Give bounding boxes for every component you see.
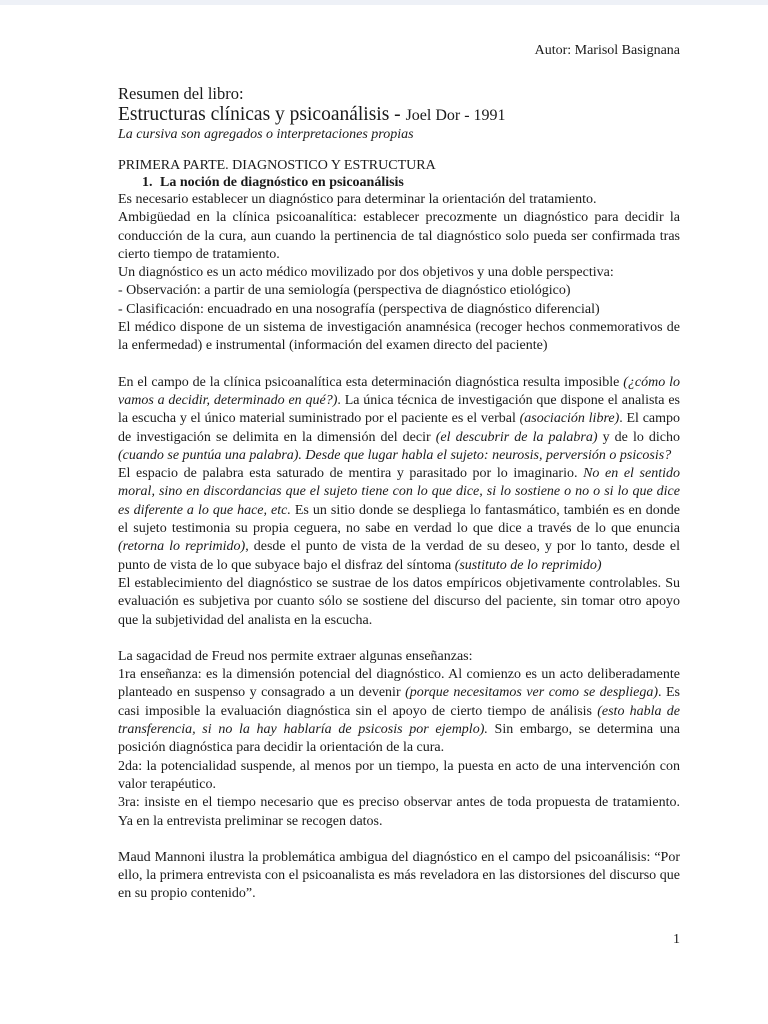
- paragraph: Un diagnóstico es un acto médico movilizado por dos objetivos y una doble perspectiva:: [118, 265, 614, 281]
- italic-annotation: (sustituto de lo reprimido): [454, 557, 602, 573]
- book-title: [118, 104, 506, 126]
- paragraph: La sagacidad de Freud nos permite extraer algunas enseñanzas:: [118, 648, 473, 664]
- page-number: 1: [673, 932, 680, 947]
- paragraph: El espacio de palabra esta saturado de mentira y parasitado por lo imaginario. No en el sentido moral, sino en discordancias que el sujeto tiene con lo que dice, si lo sostiene o no o si lo que dice es diferente a lo que hace, etc. Es un sitio donde se despliega lo fantasmático, también es en donde el sujeto testimonia su propia ceguera, no sabe en verdad lo que dice a través de lo que enuncia (retorna lo reprimido), desde el punto de vista de la verdad de su deseo, y por lo tanto, desde el punto de vista de lo que subyace bajo el disfraz del síntoma (sustituto de lo reprimido): [118, 466, 680, 573]
- italic-annotation: (el descubrir de la palabra): [435, 429, 598, 445]
- list-item: - Clasificación: encuadrado en una nosografía (perspectiva de diagnóstico diferencial): [118, 301, 600, 317]
- paragraph: El médico dispone de un sistema de investigación anamnésica (recoger hechos conmemorativos de la enfermedad) e instrumental (información del examen directo del paciente): [118, 320, 680, 354]
- italic-annotation: (¿cómo lo vamos a decidir, determinado en qué?): [118, 374, 680, 408]
- paragraph: 2da: la potencialidad suspende, al menos por un tiempo, la puesta en acto de una intervención con valor terapéutico.: [118, 758, 680, 792]
- top-border: [0, 0, 768, 5]
- book-title-main: Estructuras clínicas y psicoanálisis -: [118, 104, 406, 125]
- paragraph: Es necesario establecer un diagnóstico para determinar la orientación del tratamiento.: [118, 192, 597, 207]
- paragraph: 3ra: insiste en el tiempo necesario que es preciso observar antes de toda propuesta de tratamiento. Ya en la entrevista preliminar se recogen datos.: [118, 795, 680, 829]
- italic-annotation: (asociación libre): [519, 411, 620, 427]
- paragraph: Maud Mannoni ilustra la problemática ambigua del diagnóstico en el campo del psicoanálisis: “Por ello, la primera entrevista con el psicoanalista es más reveladora en las distorsiones del discurso que en su propio contenido”.: [118, 849, 680, 902]
- italic-note: La cursiva son agregados o interpretaciones propias: [118, 127, 414, 142]
- list-item: - Observación: a partir de una semiología (perspectiva de diagnóstico etiológico): [118, 283, 571, 299]
- document-body: [118, 191, 680, 904]
- summary-label: Resumen del libro:: [118, 84, 244, 103]
- paragraph: El establecimiento del diagnóstico se sustrae de los datos empíricos objetivamente controlables. Su evaluación es subjetiva por cuanto sólo se sostiene del discurso del paciente, sin tomar otro apoyo que la subjetividad del analista en la escucha.: [118, 575, 680, 628]
- paragraph: 1ra enseñanza: es la dimensión potencial del diagnóstico. Al comienzo es un acto deliberadamente planteado en suspenso y consagrado a un devenir (porque necesitamos ver como se despliega). Es casi imposible la evaluación diagnóstica sin el apoyo de cierto tiempo de análisis (esto habla de transferencia, si no la hay hablaría de psicosis por ejemplo). Sin embargo, se determina una posición diagnóstica para decidir la orientación de la cura.: [118, 667, 680, 756]
- part-heading: PRIMERA PARTE. DIAGNOSTICO Y ESTRUCTURA: [118, 158, 436, 173]
- paragraph: En el campo de la clínica psicoanalítica esta determinación diagnóstica resulta imposible (¿cómo lo vamos a decidir, determinado en qué?). La única técnica de investigación que dispone el analista es la escucha y el único material suministrado por el paciente es el verbal (asociación libre). El campo de investigación se delimita en la dimensión del decir (el descubrir de la palabra) y de lo dicho (cuando se puntúa una palabra). Desde que lugar habla el sujeto: neurosis, perversión o psicosis?: [118, 374, 681, 463]
- author-line: Autor: Marisol Basignana: [534, 43, 680, 58]
- italic-annotation: No en el sentido moral, sino en discordancias que el sujeto tiene con lo que dice, si lo sostiene o no o si lo que dice es diferente a lo que hace, etc.: [118, 466, 680, 518]
- section-title: La noción de diagnóstico en psicoanálisis: [160, 175, 404, 190]
- book-author-year: Joel Dor - 1991: [405, 107, 506, 124]
- italic-annotation: (porque necesitamos ver como se despliega): [405, 685, 658, 701]
- italic-annotation: (esto habla de transferencia, si no la hay hablaría de psicosis por ejemplo).: [118, 703, 680, 738]
- section-number: 1.: [142, 175, 153, 190]
- italic-annotation: (cuando se puntúa una palabra). Desde que lugar habla el sujeto: neurosis, perversión o psicosis?: [118, 447, 672, 463]
- section-heading: [142, 175, 404, 191]
- italic-annotation: (retorna lo reprimido): [118, 539, 246, 555]
- paragraph: Ambigüedad en la clínica psicoanalítica: establecer precozmente un diagnóstico para decidir la conducción de la cura, aun cuando la pertinencia de tal diagnóstico solo pueda ser confirmada tras cierto tiempo de tratamiento.: [118, 210, 680, 262]
